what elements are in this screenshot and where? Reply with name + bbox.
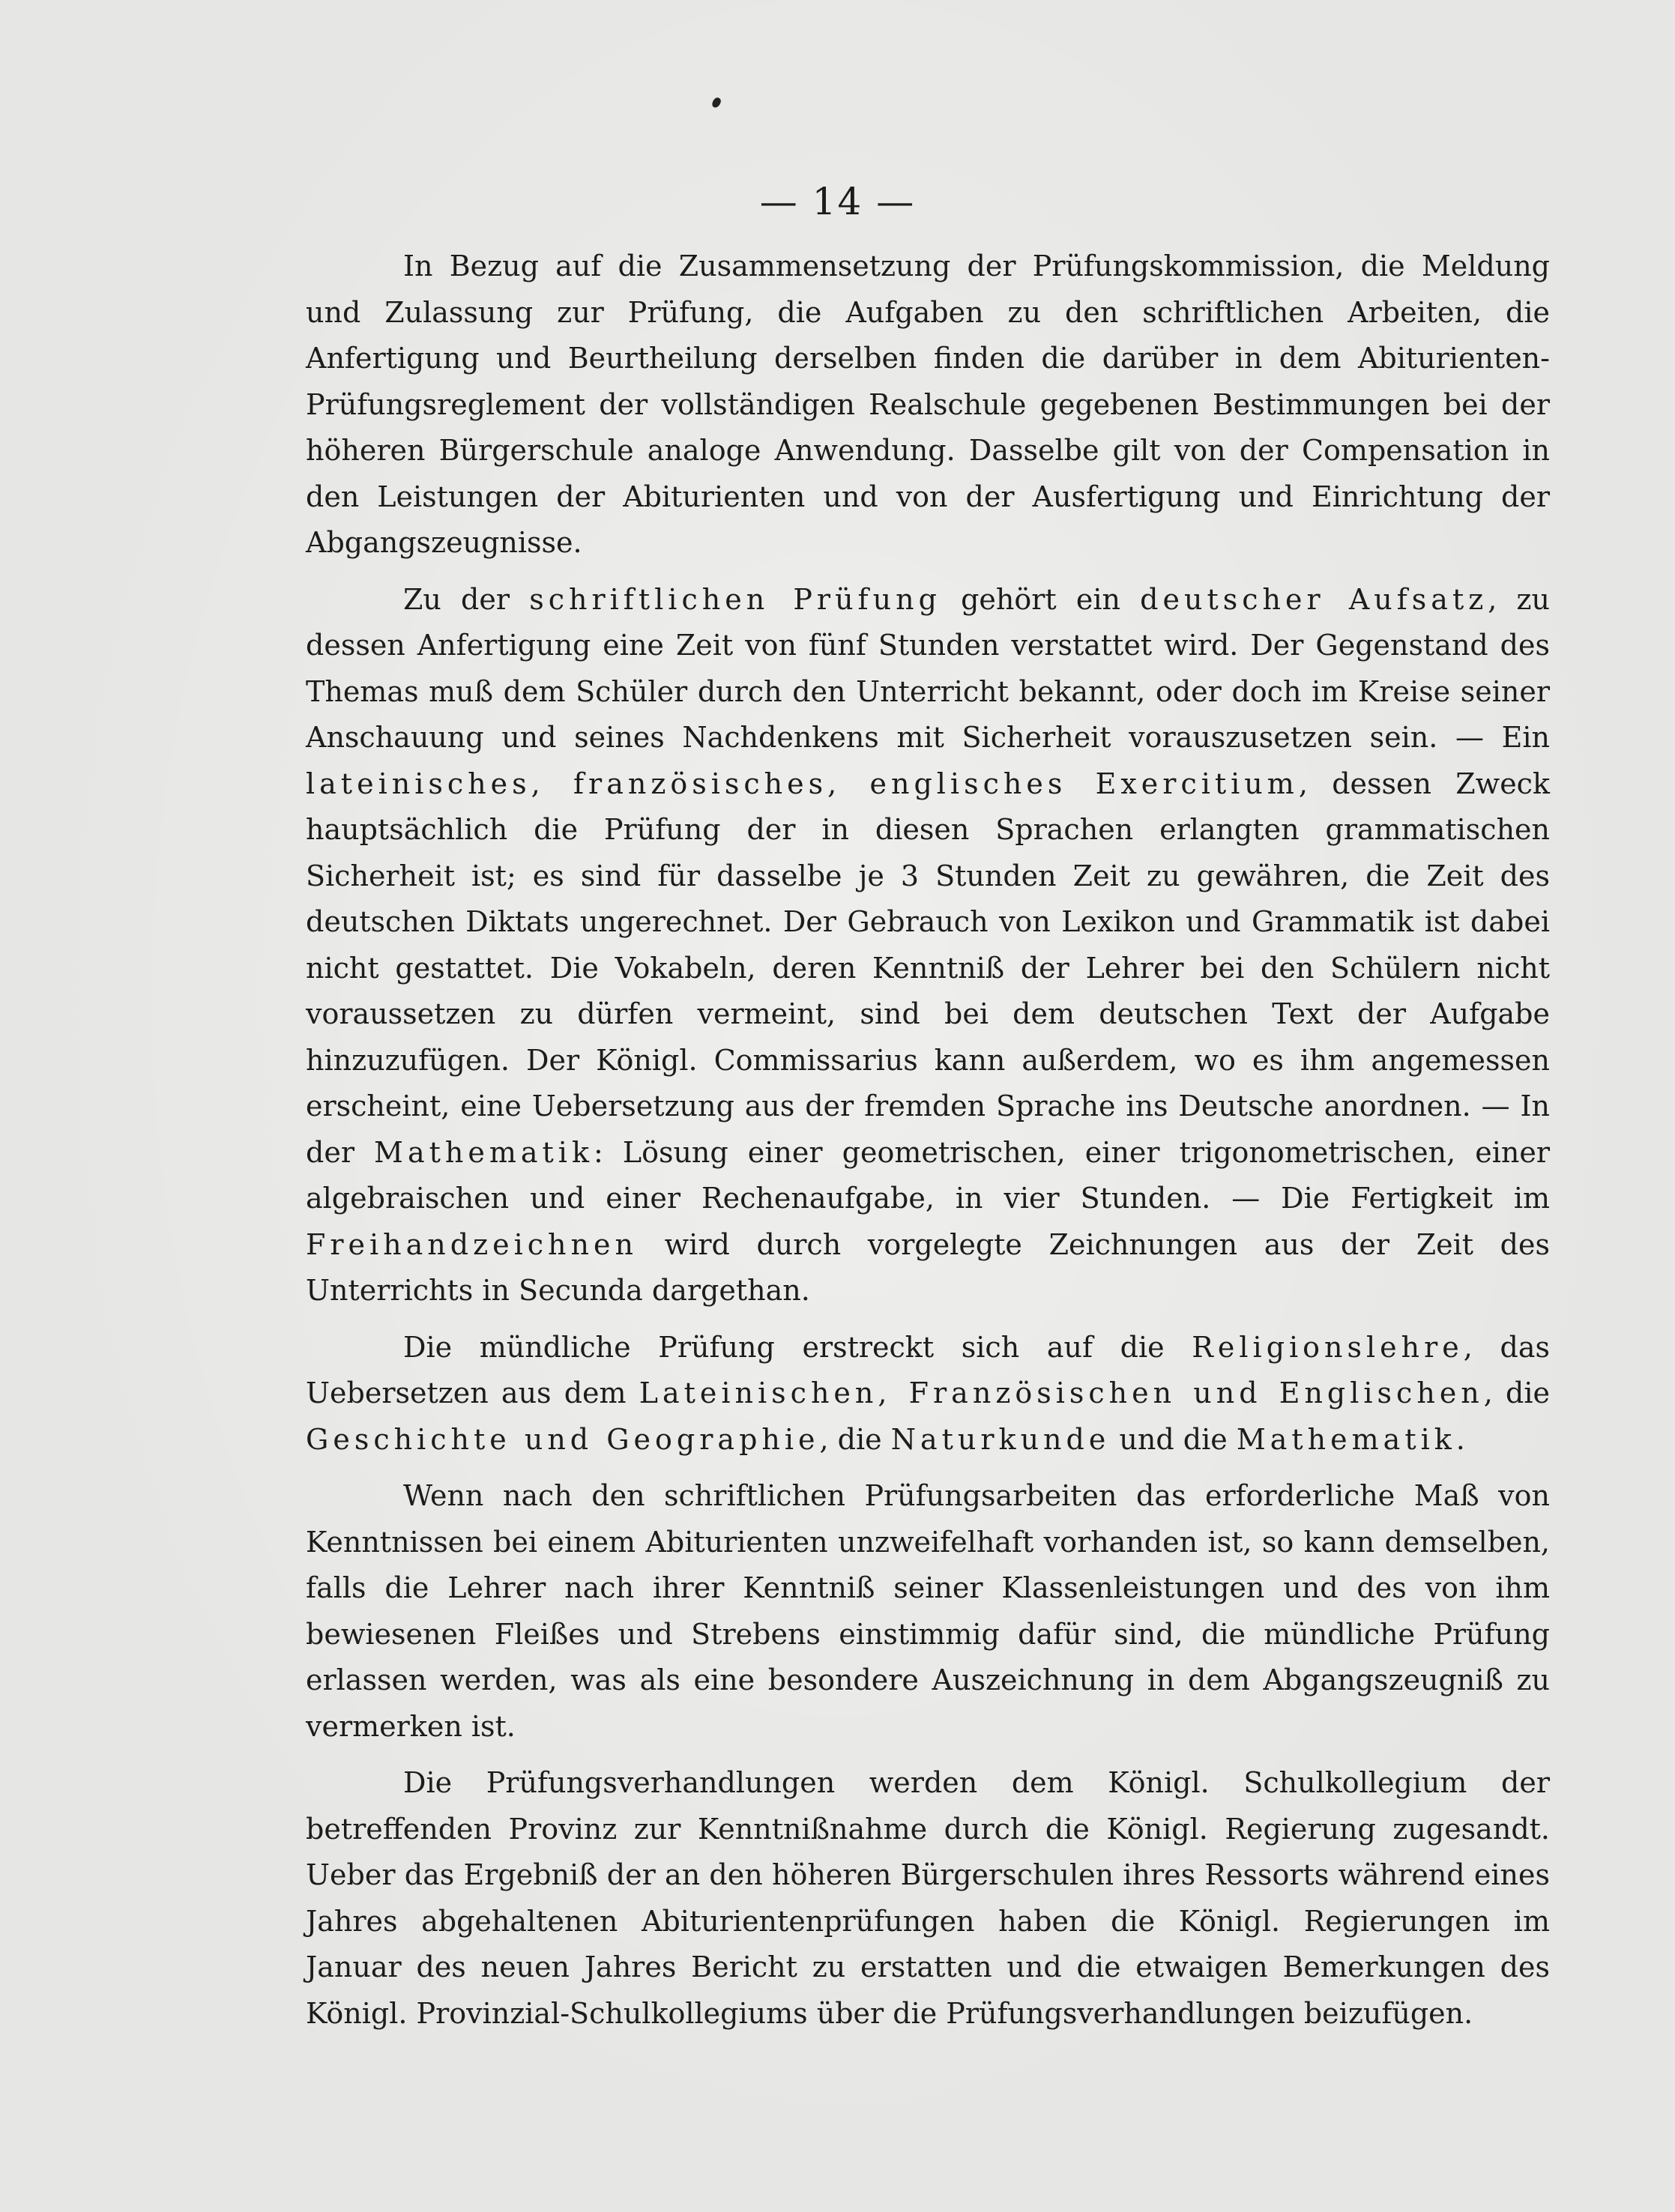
text-run: Wenn nach den schriftlichen Prüfungsarbeiten das erforderliche Maß von Kenntnissen bei einem Abiturienten unzweifelhaft vorhanden ist, so kann demselben, falls die Lehrer nach ihrer Kenntniß seiner Klassenleistungen und des von ihm bewiesenen Fleißes und Strebens einstimmig dafür sind, die mündliche Prüfung erlassen werden, was als eine besondere Auszeichnung in dem Abgangszeugniß zu vermerken ist. (306, 1479, 1550, 1743)
paragraph (306, 1325, 1550, 1463)
text-run: Die Prüfungsverhandlungen werden dem Königl. Schulkollegium der betreffenden Provinz zur Kenntnißnahme durch die Königl. Regierung zugesandt. Ueber das Ergebniß der an den höheren Bürgerschulen ihres Ressorts während eines Jahres abgehaltenen Abiturientenprüfungen haben die Königl. Regierungen im Januar des neuen Jahres Bericht zu erstatten und die etwaigen Bemerkungen des Königl. Provinzial-Schulkollegiums über die Prüfungsverhandlungen beizufügen. (306, 1766, 1550, 2030)
text-run: , das Uebersetzen aus dem (306, 1330, 1551, 1409)
paragraph (306, 577, 1550, 1314)
emphasized-text: Mathematik (374, 1135, 594, 1169)
page-number: — 14 — (759, 180, 916, 223)
emphasized-text: deutscher Aufsatz (1140, 582, 1488, 616)
emphasized-text: lateinisches, französisches, englisches Exercitium (306, 767, 1299, 800)
text-run: wird durch vorgelegte Zeichnungen aus der Zeit des Unterrichts in Secunda dargethan. (306, 1227, 1550, 1307)
ink-speck (711, 97, 722, 109)
emphasized-text: Religionslehre (1192, 1330, 1464, 1364)
text-run: , zu dessen Anfertigung eine Zeit von fünf Stunden verstattet wird. Der Gegenstand des Themas muß dem Schüler durch den Unterricht bekannt, oder doch im Kreise seiner Anschauung und seines Nachdenkens mit Sicherheit vorauszusetzen sein. — Ein (306, 582, 1551, 754)
emphasized-text: Mathematik (1236, 1422, 1456, 1456)
body-text (306, 244, 1550, 2047)
emphasized-text: Geschichte und Geographie (306, 1422, 820, 1456)
text-run: , die (1483, 1377, 1551, 1409)
emphasized-text: schriftlichen Prüfung (529, 582, 941, 616)
text-run: , dessen Zweck hauptsächlich die Prüfung der in diesen Sprachen erlangten grammatischen Sicherheit ist; es sind für dasselbe je 3 Stunden Zeit zu gewähren, die Zeit des deutschen Diktats ungerechnet. Der Gebrauch von Lexikon und Grammatik ist dabei nicht gestattet. Die Vokabeln, deren Kenntniß der Lehrer bei den Schülern nicht voraussetzen zu dürfen vermeint, sind bei dem deutschen Text der Aufgabe hinzuzufügen. Der Königl. Commissarius kann außerdem, wo es ihm angemessen erscheint, eine Uebersetzung aus der fremden Sprache ins Deutsche anordnen. — In der (306, 767, 1550, 1169)
text-run: Die mündliche Prüfung erstreckt sich auf die (403, 1330, 1192, 1364)
text-run: In Bezug auf die Zusammensetzung der Prüfungskommission, die Meldung und Zulassung zur Prüfung, die Aufgaben zu den schriftlichen Arbeiten, die Anfertigung und Beurtheilung derselben finden die darüber in dem Abiturienten-Prüfungsreglement der vollständigen Realschule gegebenen Bestimmungen bei der höheren Bürgerschule analoge Anwendung. Dasselbe gilt von der Compensation in den Leistungen der Abiturienten und von der Ausfertigung und Einrichtung der Abgangszeugnisse. (306, 250, 1550, 559)
emphasized-text: Naturkunde (890, 1422, 1111, 1456)
paragraph (306, 1760, 1550, 2037)
text-run: gehört ein (941, 582, 1141, 616)
emphasized-text: Lateinischen, Französischen und Englischen (639, 1377, 1484, 1409)
paragraph (306, 244, 1550, 566)
text-run: und die (1110, 1422, 1237, 1456)
text-run: , die (819, 1422, 891, 1456)
paragraph (306, 1473, 1550, 1750)
text-run: . (1455, 1422, 1465, 1456)
emphasized-text: Freihandzeichnen (306, 1227, 638, 1261)
text-run: : Lösung einer geometrischen, einer trigonometrischen, einer algebraischen und einer Rechenaufgabe, in vier Stunden. — Die Fertigkeit im (306, 1135, 1550, 1215)
text-run: Zu der (403, 582, 530, 616)
